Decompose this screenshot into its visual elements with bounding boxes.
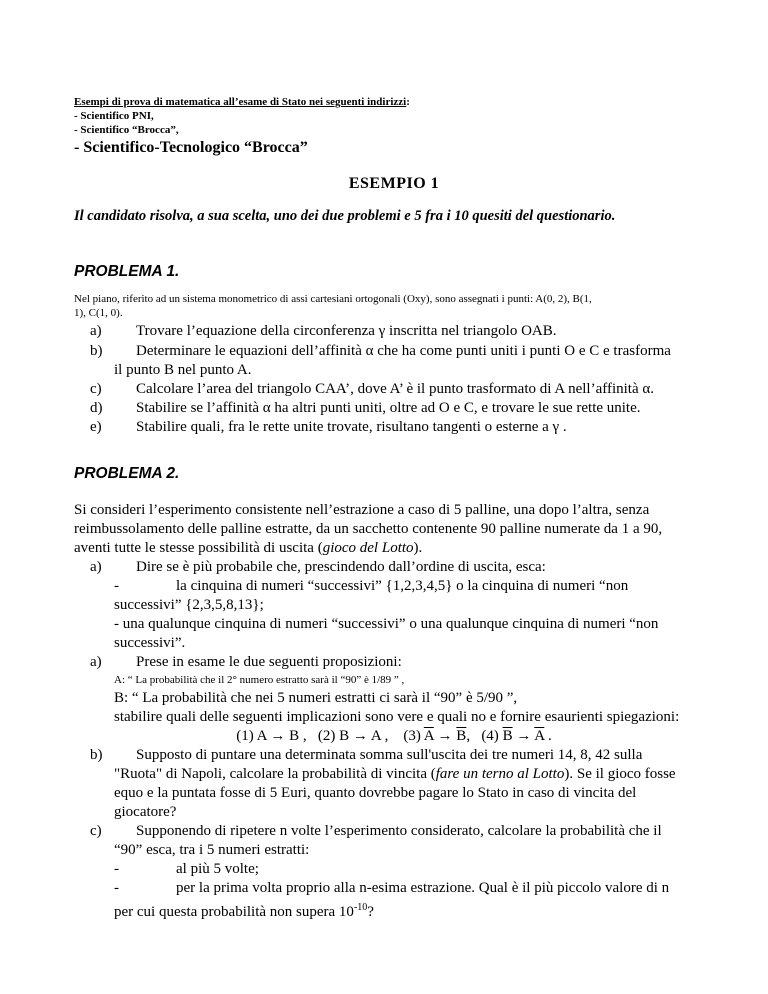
b-text: ). Se il gioco fosse (564, 766, 676, 782)
item-label: a) (90, 323, 102, 339)
problem2-c-line2: “90” esca, tra i 5 numeri estratti: (114, 842, 310, 858)
item-text: Determinare le equazioni dell’affinità α che ha come punti uniti i punti O e C e trasforma (136, 343, 671, 359)
item-label: e) (90, 419, 102, 435)
exponent: -10 (353, 902, 368, 913)
esempio-title: ESEMPIO 1 (348, 175, 440, 192)
problem2-intro-line2: reimbussolamento delle palline estratte, da un sacchetto contenente 90 palline numerate da 1 a 90, (74, 521, 663, 537)
dash-marker: - (114, 578, 119, 594)
problem2-a1-dash1-cont: successivi” {2,3,5,8,13}; (114, 597, 264, 613)
item-label: a) (90, 654, 102, 670)
impl-2: B → A , (339, 728, 389, 744)
dash-marker: - (114, 880, 119, 896)
problem1-intro-line1: Nel piano, riferito ad un sistema monometrico di assi cartesiani ortogonali (Oxy), sono assegnati i punti: A(0, 2), B(1, (74, 293, 592, 305)
problem2-b-line3: equo e la puntata fosse di 5 Euri, quanto dovrebbe pagare lo Stato in caso di vincita del (114, 785, 637, 801)
item-text: Supposto di puntare una determinata somma sull'uscita dei tre numeri 14, 8, 42 sulla (136, 747, 643, 763)
header-line-3: - Scientifico “Brocca”, (74, 124, 179, 136)
c-text: ? (367, 904, 374, 920)
item-text: Calcolare l’area del triangolo CAA’, dove A’ è il punto trasformato di A nell’affinità α. (136, 381, 654, 397)
header-line-4: - Scientifico-Tecnologico “Brocca” (74, 139, 308, 156)
implications-intro: stabilire quali delle seguenti implicazioni sono vere e quali no e fornire esaurienti spiegazioni: (114, 709, 680, 725)
instructions: Il candidato risolva, a sua scelta, uno dei due problemi e 5 fra i 10 quesiti del questionario. (74, 208, 616, 224)
impl-4-left: $\overline{B}$ (502, 728, 513, 744)
impl-number: (1) (236, 728, 254, 744)
item-text: Trovare l’equazione della circonferenza γ inscritta nel triangolo OAB. (136, 323, 557, 339)
impl-4-right: $\overline{A}$ (534, 728, 545, 744)
problem2-a1-dash1-text: la cinquina di numeri “successivi” {1,2,3,4,5} o la cinquina di numeri “non (176, 578, 629, 594)
item-label: b) (90, 343, 103, 359)
header-colon: : (406, 96, 410, 108)
impl-end: . (548, 728, 552, 744)
impl-3-left: $\overline{A}$ (423, 728, 434, 744)
item-label: d) (90, 400, 103, 416)
problem2-c-dash2-text: per la prima volta proprio alla n-esima estrazione. Qual è il più piccolo valore di n (176, 880, 670, 896)
problem2-a1-dash2: - una qualunque cinquina di numeri “successivi” o una qualunque cinquina di numeri “non (114, 616, 659, 632)
header-line-2: - Scientifico PNI, (74, 110, 154, 122)
b-italic: fare un terno al Lotto (435, 766, 565, 782)
item-text: Supponendo di ripetere n volte l’esperimento considerato, calcolare la probabilità che il (136, 823, 662, 839)
item-text: Stabilire quali, fra le rette unite trovate, risultano tangenti o esterne a γ . (136, 419, 567, 435)
intro-text: ). (413, 540, 423, 556)
problem1-item-b-cont: il punto B nel punto A. (114, 362, 252, 378)
impl-3-right: $\overline{B}$ (456, 728, 467, 744)
problem2-intro-line1: Si consideri l’esperimento consistente nell’estrazione a caso di 5 palline, una dopo l’altra, senza (74, 502, 650, 518)
problem2-c-dash1-text: al più 5 volte; (176, 861, 259, 877)
item-text: Dire se è più probabile che, prescindendo dall’ordine di uscita, esca: (136, 559, 546, 575)
problem2-intro (74, 501, 714, 558)
proposition-a: A: “ La probabilità che il 2° numero estratto sarà il “90” è 1/89 ” , (114, 674, 405, 686)
problem1-title: PROBLEMA 1. (74, 263, 180, 280)
implications-list (74, 727, 714, 746)
problem2-b-line4: giocatore? (114, 804, 177, 820)
header-line-1 (74, 96, 410, 108)
problem2-title: PROBLEMA 2. (74, 465, 180, 482)
intro-text: aventi tutte le stesse possibilità di uscita ( (74, 540, 323, 556)
intro-italic: gioco del Lotto (322, 540, 414, 556)
arrow-icon: → (437, 728, 453, 744)
item-text: Prese in esame le due seguenti proposizioni: (136, 654, 402, 670)
item-label: c) (90, 823, 102, 839)
arrow-icon: → (516, 728, 532, 744)
problem2-intro-line3 (74, 539, 714, 558)
problem2-b-line2 (114, 765, 676, 784)
problem2-c-dash2-cont (114, 898, 374, 922)
impl-sep: , (466, 728, 471, 744)
problem2-a1-dash2-cont: successivi”. (114, 635, 186, 651)
dash-marker: - (114, 861, 119, 877)
problem1-intro (74, 292, 714, 320)
c-text: per cui questa probabilità non supera 10 (114, 904, 354, 920)
impl-number: (3) (403, 728, 421, 744)
impl-number: (2) (317, 728, 336, 744)
item-label: a) (90, 559, 102, 575)
item-text: Stabilire se l’affinità α ha altri punti uniti, oltre ad O e C, e trovare le sue rette unite. (136, 400, 641, 416)
item-label: c) (90, 381, 102, 397)
item-label: b) (90, 747, 103, 763)
problem1-intro-line2: 1), C(1, 0). (74, 307, 123, 319)
b-text: "Ruota" di Napoli, calcolare la probabilità di vincita ( (114, 766, 436, 782)
impl-1: A → B , (256, 728, 307, 744)
proposition-b: B: “ La probabilità che nei 5 numeri estratti ci sarà il “90” è 5/90 ”, (114, 690, 518, 706)
header-title: Esempi di prova di matematica all’esame di Stato nei seguenti indirizzi (74, 96, 407, 108)
impl-number: (4) (481, 728, 499, 744)
